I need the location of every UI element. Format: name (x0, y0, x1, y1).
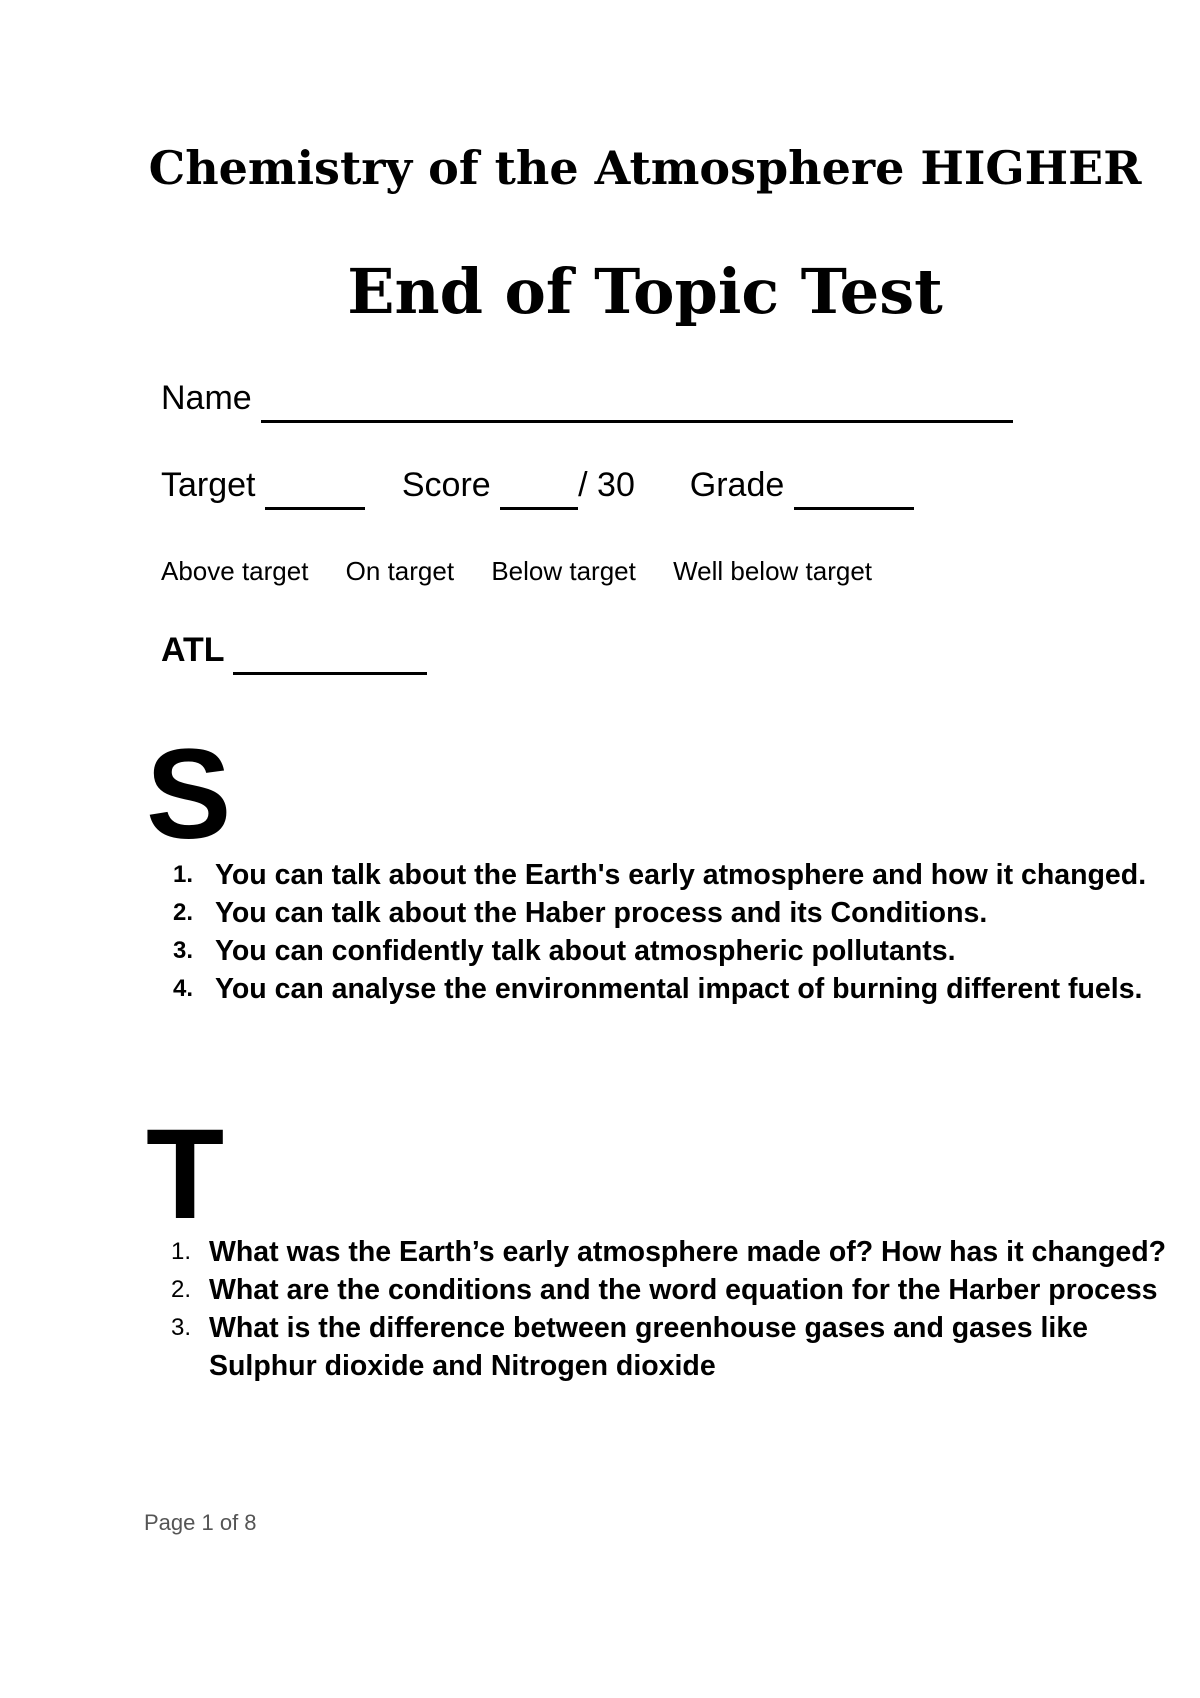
document-subtitle: End of Topic Test (347, 255, 943, 328)
list-item-number: 2. (171, 1276, 192, 1303)
list-item-number: 2. (173, 899, 194, 926)
document-title: Chemistry of the Atmosphere HIGHER (148, 141, 1142, 195)
list-item-text: What was the Earth’s early atmosphere made of? How has it changed? (209, 1236, 1167, 1268)
list-item (171, 1233, 1169, 1271)
list-item-text: What is the difference between greenhouse gases and gases like Sulphur dioxide and Nitrogen dioxide (209, 1312, 1089, 1382)
band-below-target: Below target (491, 556, 636, 586)
section-t-list (171, 1233, 1169, 1385)
list-item (171, 1309, 1169, 1385)
list-item-text: You can talk about the Earth's early atmosphere and how it changed. (215, 859, 1147, 891)
target-label: Target (161, 466, 256, 504)
list-item-number: 1. (171, 1238, 192, 1265)
band-well-below-target: Well below target (673, 556, 873, 586)
list-item (173, 970, 1155, 1008)
score-total: / 30 (578, 466, 635, 504)
list-item (171, 1271, 1169, 1309)
target-blank-line[interactable] (265, 463, 365, 510)
list-item-number: 4. (173, 975, 194, 1002)
section-s-list (173, 856, 1155, 1008)
score-label: Score (401, 466, 491, 504)
list-item-text: You can analyse the environmental impact of burning different fuels. (215, 973, 1143, 1005)
grade-blank-line[interactable] (794, 463, 914, 510)
band-above-target: Above target (161, 556, 309, 586)
atl-field-row (161, 628, 427, 675)
section-s-heading: S (146, 723, 232, 866)
grade-label: Grade (689, 466, 785, 504)
list-item-number: 3. (171, 1314, 192, 1341)
name-blank-line[interactable] (261, 376, 1013, 423)
list-item-text: You can confidently talk about atmospheric pollutants. (215, 935, 956, 967)
score-field-row (161, 463, 914, 510)
name-field-row (161, 376, 1013, 423)
target-bands (161, 554, 872, 588)
atl-blank-line[interactable] (233, 628, 427, 675)
band-on-target: On target (345, 556, 455, 586)
section-t-heading: T (146, 1103, 225, 1246)
list-item-text: You can talk about the Haber process and its Conditions. (215, 897, 988, 929)
list-item-number: 1. (173, 861, 194, 888)
name-label: Name (161, 379, 252, 417)
list-item-number: 3. (173, 937, 194, 964)
list-item (173, 856, 1155, 894)
page-footer: Page 1 of 8 (144, 1510, 257, 1535)
list-item (173, 894, 1155, 932)
list-item-text: What are the conditions and the word equation for the Harber process (209, 1274, 1158, 1306)
atl-label: ATL (161, 631, 224, 669)
score-blank-line[interactable] (500, 463, 578, 510)
list-item (173, 932, 1155, 970)
